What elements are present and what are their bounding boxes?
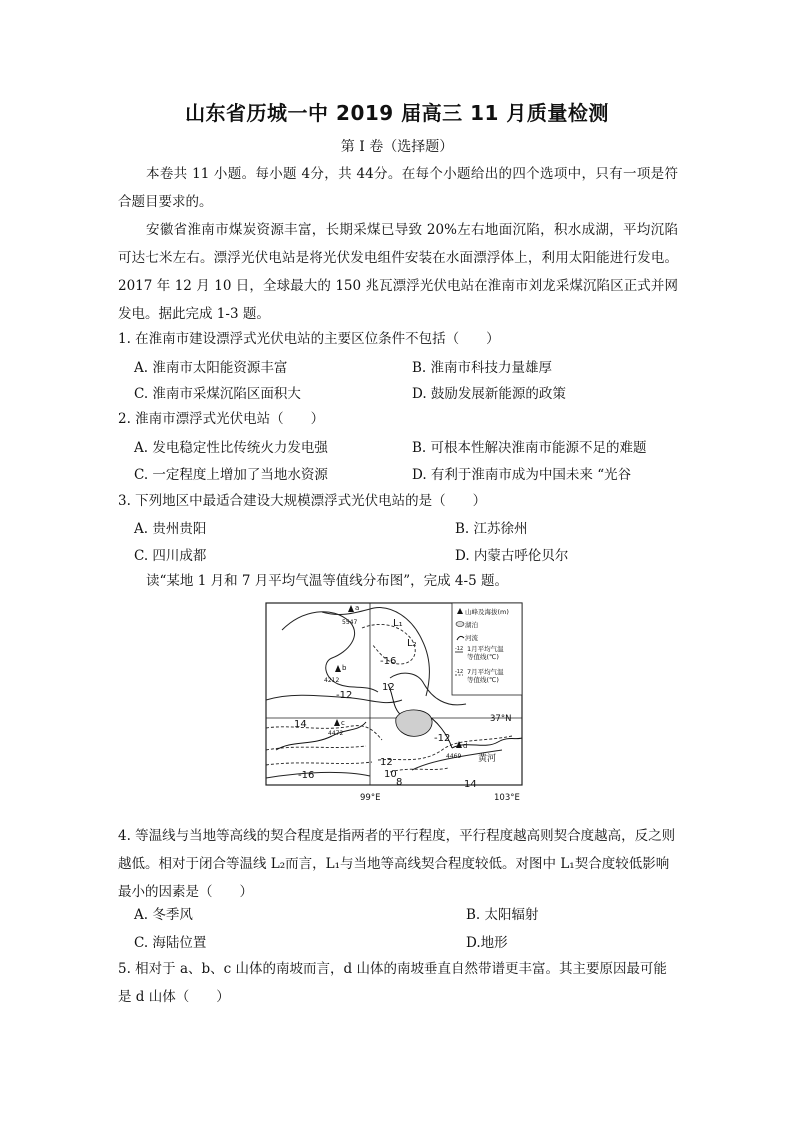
legend-jul-1: 7月平均气温 — [467, 668, 504, 676]
peak-c-icon — [334, 719, 340, 726]
map-intro: 读“某地 1 月和 7 月平均气温等值线分布图”，完成 4-5 题。 — [146, 573, 508, 589]
isotherm-label-8: 8 — [396, 777, 403, 788]
lake — [396, 710, 432, 736]
isotherm-map — [262, 600, 528, 808]
legend-lake: 湖泊 — [465, 621, 478, 629]
isotherm-label-6: 12 — [380, 757, 393, 768]
peak-b-elevation: 4212 — [324, 677, 340, 684]
legend-jul-2: 等值线(℃) — [467, 676, 499, 684]
peak-a-label: a — [355, 604, 360, 612]
question-2-option-a[interactable]: A. 发电稳定性比传统火力发电强 — [134, 440, 328, 456]
question-3-stem: 3. 下列地区中最适合建设大规模漂浮式光伏电站的是（ ） — [118, 493, 487, 509]
question-2-stem: 2. 淮南市漂浮式光伏电站（ ） — [118, 411, 325, 427]
peak-c-elevation: 4472 — [328, 730, 344, 737]
isotherm-label-4: 14 — [294, 719, 307, 730]
question-1-stem: 1. 在淮南市建设漂浮式光伏电站的主要区位条件不包括（ ） — [118, 331, 500, 347]
question-2-option-c[interactable]: C. 一定程度上增加了当地水资源 — [134, 467, 328, 483]
question-2-option-b[interactable]: B. 可根本性解决淮南市能源不足的难题 — [412, 440, 647, 456]
question-4-option-a[interactable]: A. 冬季风 — [134, 907, 193, 923]
question-4-option-c[interactable]: C. 海陆位置 — [134, 935, 207, 951]
jan-isotherm-4 — [266, 772, 370, 778]
l2-label: L₂ — [407, 638, 417, 649]
peak-a-icon — [348, 605, 354, 612]
legend-jan-1: 1月平均气温 — [467, 645, 504, 653]
question-2-option-d[interactable]: D. 有利于淮南市成为中国未来 “光谷 — [412, 467, 632, 483]
question-1-option-a[interactable]: A. 淮南市太阳能资源丰富 — [134, 360, 288, 376]
legend-river: 河流 — [465, 634, 478, 642]
question-1-option-d[interactable]: D. 鼓励发展新能源的政策 — [412, 386, 566, 402]
question-3-option-b[interactable]: B. 江苏徐州 — [455, 521, 528, 537]
jul-isotherm-5 — [390, 768, 448, 772]
peak-b-icon — [335, 665, 341, 672]
question-3-option-d[interactable]: D. 内蒙古呼伦贝尔 — [455, 548, 569, 564]
peak-c-label: c — [341, 719, 345, 727]
river-label: 黄河 — [478, 754, 497, 764]
question-4-stem: 4. 等温线与当地等高线的契合程度是指两者的平行程度，平行程度越高则契合度越高，反之则越低。相对于闭合等温线 L₂而言，L₁与当地等高线契合程度较低。对图中 L₁契合度较低影响最小的因素是（ ） — [118, 828, 676, 900]
question-1-option-b[interactable]: B. 淮南市科技力量雄厚 — [412, 360, 553, 376]
jan-isotherm-2 — [266, 695, 402, 702]
isotherm-label-5: -12 — [434, 733, 451, 744]
jul-isotherm-2 — [266, 746, 366, 750]
peak-d-elevation: 4469 — [446, 753, 462, 760]
jul-isotherm-3 — [266, 762, 372, 765]
jul-isotherm-1 — [266, 726, 382, 740]
longitude-label-left: 99°E — [360, 793, 381, 803]
longitude-label-right: 103°E — [494, 793, 520, 803]
instructions: 本卷共 11 小题。每小题 4分，共 44分。在每个小题给出的四个选项中，只有一项是符合题目要求的。 — [118, 166, 678, 210]
question-1-option-c[interactable]: C. 淮南市采煤沉陷区面积大 — [134, 386, 301, 402]
peak-d-label: d — [463, 742, 468, 750]
legend-jul-value: -12 — [455, 669, 464, 675]
latitude-label: 37°N — [490, 714, 512, 724]
isotherm-label-10: 14 — [464, 779, 477, 790]
legend-jan-value: -12 — [455, 646, 464, 652]
legend-lake-icon — [456, 622, 464, 627]
isotherm-label-1: -16 — [380, 656, 397, 667]
question-4-option-d[interactable]: D.地形 — [466, 935, 508, 951]
question-3-option-c[interactable]: C. 四川成都 — [134, 548, 207, 564]
section-heading: 第 I 卷（选择题） — [340, 139, 454, 155]
peak-a-elevation: 5547 — [342, 619, 358, 626]
isotherm-label-3: 12 — [382, 682, 395, 693]
legend-jan-2: 等值线(℃) — [467, 653, 499, 661]
question-3-option-a[interactable]: A. 贵州贵阳 — [134, 521, 207, 537]
passage: 安徽省淮南市煤炭资源丰富，长期采煤已导致 20%左右地面沉陷，积水成湖，平均沉陷可达七米左右。漂浮光伏电站是将光伏发电组件安装在水面漂浮体上，利用太阳能进行发电。2017 年 12 月 10 日，全球最大的 150 兆瓦漂浮光伏电站在淮南市刘龙采煤沉陷区正式并网发电。据此完成 1-3 题。 — [118, 222, 678, 322]
isotherm-label-2: -12 — [336, 690, 353, 701]
l1-label: L₁ — [393, 618, 403, 629]
question-5-stem: 5. 相对于 a、b、c 山体的南坡而言，d 山体的南坡垂直自然带谱更丰富。其主要原因最可能是 d 山体（ ） — [118, 961, 667, 1005]
isotherm-label-9: -16 — [298, 770, 315, 781]
legend-peak: 山峰及海拔(m) — [465, 608, 509, 616]
peak-b-label: b — [342, 664, 347, 672]
question-4-option-b[interactable]: B. 太阳辐射 — [466, 907, 539, 923]
isotherm-label-7: 10 — [384, 769, 397, 780]
page-title: 山东省历城一中 2019 届高三 11 月质量检测 — [185, 101, 609, 125]
